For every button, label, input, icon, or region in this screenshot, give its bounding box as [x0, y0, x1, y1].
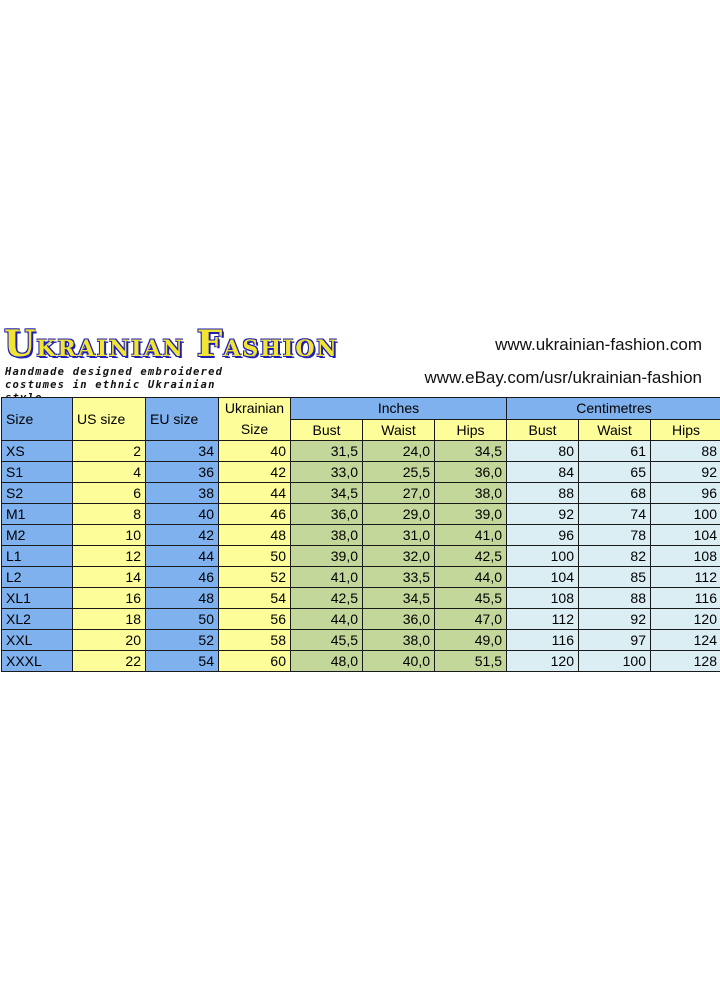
cell-ukrainian-size: 52: [219, 567, 291, 588]
cell-ukrainian-size: 58: [219, 630, 291, 651]
cell-size: XL1: [2, 588, 73, 609]
brand-block: [4, 322, 339, 392]
logo-word-ashion: ASHION: [223, 336, 339, 362]
cell-inch-hips: 47,0: [435, 609, 507, 630]
table-row: [2, 483, 720, 504]
table-row: [2, 609, 720, 630]
cell-cm-hips: 96: [651, 483, 720, 504]
cell-size: XL2: [2, 609, 73, 630]
cell-inch-waist: 32,0: [363, 546, 435, 567]
cell-cm-waist: 74: [579, 504, 651, 525]
cell-cm-bust: 88: [507, 483, 579, 504]
header-inch-waist: Waist: [363, 419, 435, 441]
cell-cm-waist: 97: [579, 630, 651, 651]
cell-cm-hips: 92: [651, 462, 720, 483]
table-row: [2, 546, 720, 567]
cell-inch-waist: 25,5: [363, 462, 435, 483]
cell-us-size: 2: [73, 441, 146, 462]
cell-size: S1: [2, 462, 73, 483]
cell-inch-hips: 49,0: [435, 630, 507, 651]
header-centimetres: Centimetres: [507, 398, 720, 420]
cell-inch-hips: 39,0: [435, 504, 507, 525]
cell-eu-size: 36: [146, 462, 219, 483]
cell-eu-size: 34: [146, 441, 219, 462]
header-inches: Inches: [291, 398, 507, 420]
cell-inch-hips: 34,5: [435, 441, 507, 462]
logo-initial-f: F: [196, 323, 224, 365]
cell-cm-hips: 104: [651, 525, 720, 546]
cell-cm-bust: 120: [507, 651, 579, 672]
cell-ukrainian-size: 50: [219, 546, 291, 567]
cell-inch-hips: 42,5: [435, 546, 507, 567]
cell-inch-hips: 36,0: [435, 462, 507, 483]
cell-inch-waist: 34,5: [363, 588, 435, 609]
cell-ukrainian-size: 56: [219, 609, 291, 630]
cell-inch-waist: 36,0: [363, 609, 435, 630]
cell-size: XS: [2, 441, 73, 462]
cell-inch-bust: 36,0: [291, 504, 363, 525]
cell-cm-bust: 108: [507, 588, 579, 609]
cell-ukrainian-size: 44: [219, 483, 291, 504]
cell-eu-size: 44: [146, 546, 219, 567]
cell-inch-bust: 44,0: [291, 609, 363, 630]
cell-inch-hips: 45,5: [435, 588, 507, 609]
cell-eu-size: 40: [146, 504, 219, 525]
cell-inch-bust: 38,0: [291, 525, 363, 546]
cell-size: M2: [2, 525, 73, 546]
header-eu-size: EU size: [146, 398, 219, 441]
cell-cm-waist: 100: [579, 651, 651, 672]
cell-cm-hips: 108: [651, 546, 720, 567]
cell-inch-bust: 45,5: [291, 630, 363, 651]
cell-cm-bust: 104: [507, 567, 579, 588]
cell-us-size: 20: [73, 630, 146, 651]
cell-cm-bust: 100: [507, 546, 579, 567]
cell-eu-size: 48: [146, 588, 219, 609]
cell-cm-waist: 68: [579, 483, 651, 504]
cell-size: L2: [2, 567, 73, 588]
cell-ukrainian-size: 60: [219, 651, 291, 672]
cell-inch-waist: 33,5: [363, 567, 435, 588]
table-row: [2, 462, 720, 483]
logo-word-krainian: KRAINIAN: [36, 336, 185, 362]
cell-cm-bust: 92: [507, 504, 579, 525]
cell-cm-bust: 116: [507, 630, 579, 651]
cell-inch-bust: 33,0: [291, 462, 363, 483]
header-cm-hips: Hips: [651, 419, 720, 441]
cell-eu-size: 54: [146, 651, 219, 672]
table-row: [2, 588, 720, 609]
cell-size: XXL: [2, 630, 73, 651]
cell-cm-waist: 92: [579, 609, 651, 630]
cell-cm-bust: 96: [507, 525, 579, 546]
cell-cm-bust: 84: [507, 462, 579, 483]
cell-inch-bust: 42,5: [291, 588, 363, 609]
table-row: [2, 567, 720, 588]
cell-cm-waist: 65: [579, 462, 651, 483]
cell-inch-bust: 41,0: [291, 567, 363, 588]
cell-inch-bust: 48,0: [291, 651, 363, 672]
cell-eu-size: 52: [146, 630, 219, 651]
header-ukrainian-line-2: Size: [240, 421, 269, 437]
ebay-store-url[interactable]: www.eBay.com/usr/ukrainian-fashion: [424, 368, 702, 387]
cell-ukrainian-size: 42: [219, 462, 291, 483]
header-ukrainian-size: [219, 398, 291, 441]
cell-eu-size: 38: [146, 483, 219, 504]
cell-size: S2: [2, 483, 73, 504]
cell-us-size: 18: [73, 609, 146, 630]
cell-eu-size: 50: [146, 609, 219, 630]
cell-cm-hips: 124: [651, 630, 720, 651]
cell-inch-waist: 38,0: [363, 630, 435, 651]
cell-size: M1: [2, 504, 73, 525]
cell-eu-size: 46: [146, 567, 219, 588]
cell-cm-hips: 88: [651, 441, 720, 462]
table-row: [2, 441, 720, 462]
cell-ukrainian-size: 46: [219, 504, 291, 525]
header-us-size: US size: [73, 398, 146, 441]
cell-ukrainian-size: 40: [219, 441, 291, 462]
header-size: Size: [2, 398, 73, 441]
cell-us-size: 12: [73, 546, 146, 567]
cell-inch-waist: 40,0: [363, 651, 435, 672]
header-inch-bust: Bust: [291, 419, 363, 441]
cell-inch-hips: 51,5: [435, 651, 507, 672]
cell-inch-hips: 44,0: [435, 567, 507, 588]
cell-inch-hips: 41,0: [435, 525, 507, 546]
cell-size: L1: [2, 546, 73, 567]
cell-size: XXXL: [2, 651, 73, 672]
cell-inch-waist: 31,0: [363, 525, 435, 546]
cell-cm-waist: 88: [579, 588, 651, 609]
website-url[interactable]: www.ukrainian-fashion.com: [495, 335, 702, 354]
header-ukrainian-line-1: Ukrainian: [224, 400, 285, 416]
cell-inch-bust: 34,5: [291, 483, 363, 504]
table-row: [2, 651, 720, 672]
cell-cm-hips: 120: [651, 609, 720, 630]
cell-us-size: 14: [73, 567, 146, 588]
tagline-line-1: Handmade designed embroidered: [5, 366, 224, 378]
cell-cm-bust: 112: [507, 609, 579, 630]
cell-inch-waist: 27,0: [363, 483, 435, 504]
tagline-line-2: costumes in ethnic Ukrainian: [5, 379, 216, 391]
cell-us-size: 4: [73, 462, 146, 483]
cell-cm-bust: 80: [507, 441, 579, 462]
header-inch-hips: Hips: [435, 419, 507, 441]
cell-cm-hips: 112: [651, 567, 720, 588]
cell-us-size: 8: [73, 504, 146, 525]
cell-us-size: 10: [73, 525, 146, 546]
header-cm-waist: Waist: [579, 419, 651, 441]
cell-us-size: 22: [73, 651, 146, 672]
cell-inch-bust: 31,5: [291, 441, 363, 462]
table-row: [2, 504, 720, 525]
cell-eu-size: 42: [146, 525, 219, 546]
cell-cm-waist: 82: [579, 546, 651, 567]
cell-cm-waist: 61: [579, 441, 651, 462]
ukrainian-fashion-logo: [4, 322, 339, 365]
cell-ukrainian-size: 48: [219, 525, 291, 546]
cell-cm-hips: 128: [651, 651, 720, 672]
cell-ukrainian-size: 54: [219, 588, 291, 609]
cell-cm-hips: 116: [651, 588, 720, 609]
cell-cm-waist: 78: [579, 525, 651, 546]
size-chart-body: [2, 441, 720, 672]
cell-inch-hips: 38,0: [435, 483, 507, 504]
logo-initial-u: U: [4, 323, 37, 365]
cell-inch-waist: 29,0: [363, 504, 435, 525]
header-cm-bust: Bust: [507, 419, 579, 441]
table-row: [2, 630, 720, 651]
cell-cm-waist: 85: [579, 567, 651, 588]
size-chart-table: [1, 397, 720, 672]
cell-inch-bust: 39,0: [291, 546, 363, 567]
cell-inch-waist: 24,0: [363, 441, 435, 462]
cell-us-size: 16: [73, 588, 146, 609]
table-row: [2, 525, 720, 546]
cell-cm-hips: 100: [651, 504, 720, 525]
header-row-1: [2, 398, 720, 420]
cell-us-size: 6: [73, 483, 146, 504]
